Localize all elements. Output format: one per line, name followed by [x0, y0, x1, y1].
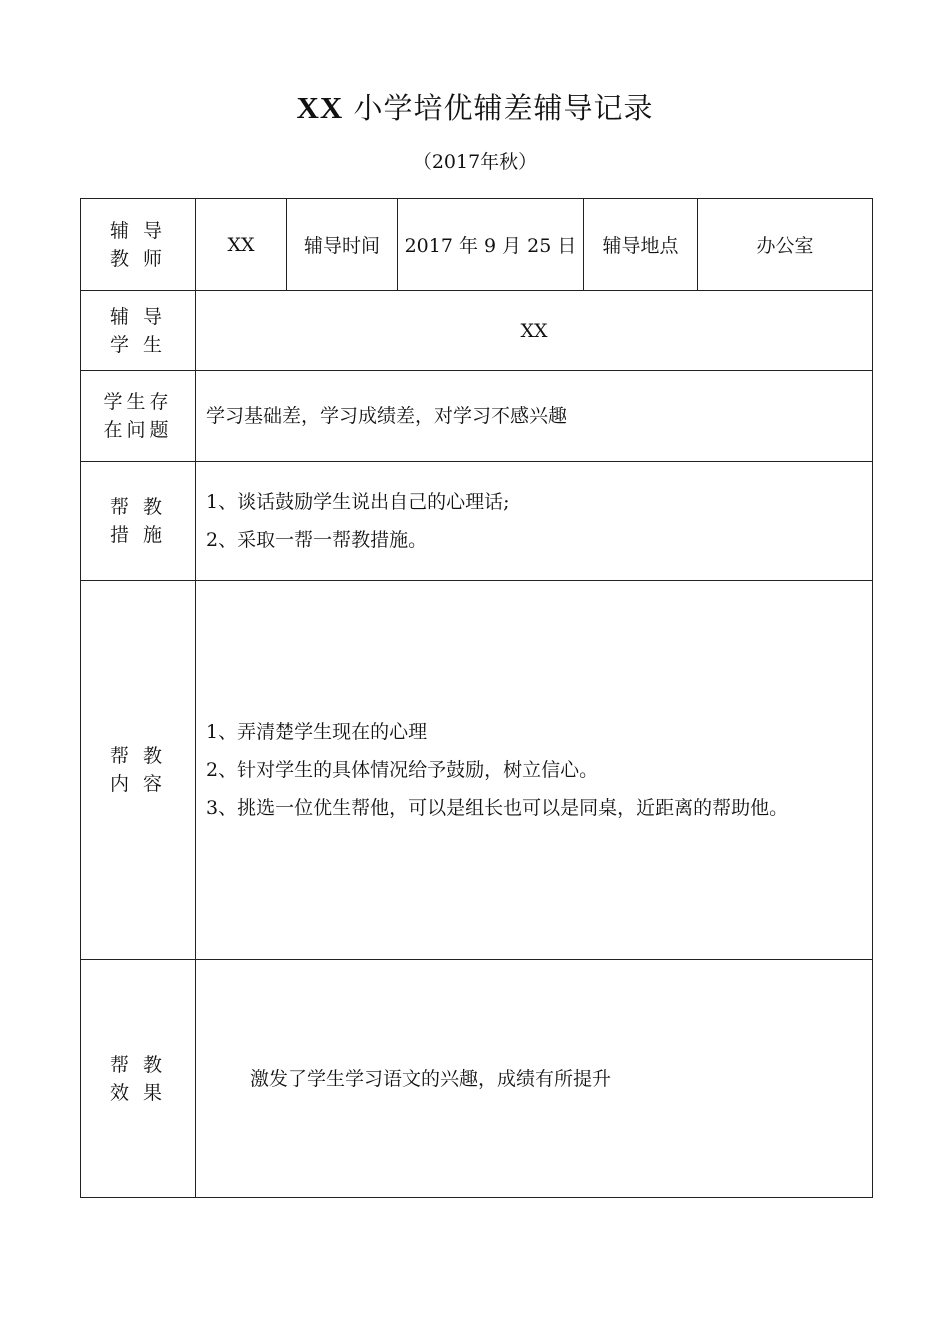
label-teacher-line2: 教 师	[109, 247, 167, 270]
content-item: 3、挑选一位优生帮他，可以是组长也可以是同桌，近距离的帮助他。	[206, 797, 789, 819]
table-row-teacher	[81, 199, 873, 291]
tutoring-place-value: 办公室	[698, 199, 873, 291]
content-list	[196, 581, 873, 960]
label-student	[81, 291, 196, 371]
table-row-student	[81, 291, 873, 371]
tutoring-record-table	[80, 198, 873, 1198]
label-student-line1: 辅 导	[109, 305, 167, 328]
title-text: 小学培优辅差辅导记录	[343, 91, 654, 125]
table-row-measures	[81, 462, 873, 581]
label-problem-line2: 在问题	[103, 419, 173, 441]
content-item: 2、针对学生的具体情况给予鼓励，树立信心。	[206, 759, 599, 781]
table-row-problem	[81, 371, 873, 462]
student-name-cell: XX	[196, 291, 873, 371]
table-row-effect	[81, 960, 873, 1198]
label-teacher	[81, 199, 196, 291]
label-effect-line2: 效 果	[109, 1081, 167, 1104]
label-problem	[81, 371, 196, 462]
table-row-content	[81, 581, 873, 960]
measure-item: 1、谈话鼓励学生说出自己的心理话;	[206, 491, 510, 513]
content-item: 1、弄清楚学生现在的心理	[206, 721, 428, 743]
teacher-name-cell: XX	[196, 199, 287, 291]
label-student-line2: 学 生	[109, 333, 167, 356]
label-tutoring-time: 辅导时间	[287, 199, 398, 291]
title-school-name: XX	[296, 90, 344, 125]
label-content	[81, 581, 196, 960]
label-teacher-line1: 辅 导	[109, 219, 167, 242]
label-measures-line2: 措 施	[109, 524, 167, 546]
label-content-line1: 帮 教	[109, 745, 167, 767]
label-tutoring-place: 辅导地点	[584, 199, 698, 291]
measure-item: 2、采取一帮一帮教措施。	[206, 529, 428, 551]
label-problem-line1: 学生存	[103, 391, 173, 413]
label-content-line2: 内 容	[109, 773, 167, 795]
label-effect	[81, 960, 196, 1198]
effect-text: 激发了学生学习语文的兴趣，成绩有所提升	[196, 960, 873, 1198]
document-title	[0, 86, 950, 130]
label-measures-line1: 帮 教	[109, 496, 167, 518]
label-measures	[81, 462, 196, 581]
measures-list	[196, 462, 873, 581]
tutoring-time-value: 2017 年 9 月 25 日	[398, 199, 584, 291]
document-subtitle: （2017年秋）	[412, 151, 538, 173]
problem-text: 学习基础差，学习成绩差，对学习不感兴趣	[196, 371, 873, 462]
label-effect-line1: 帮 教	[109, 1053, 167, 1076]
